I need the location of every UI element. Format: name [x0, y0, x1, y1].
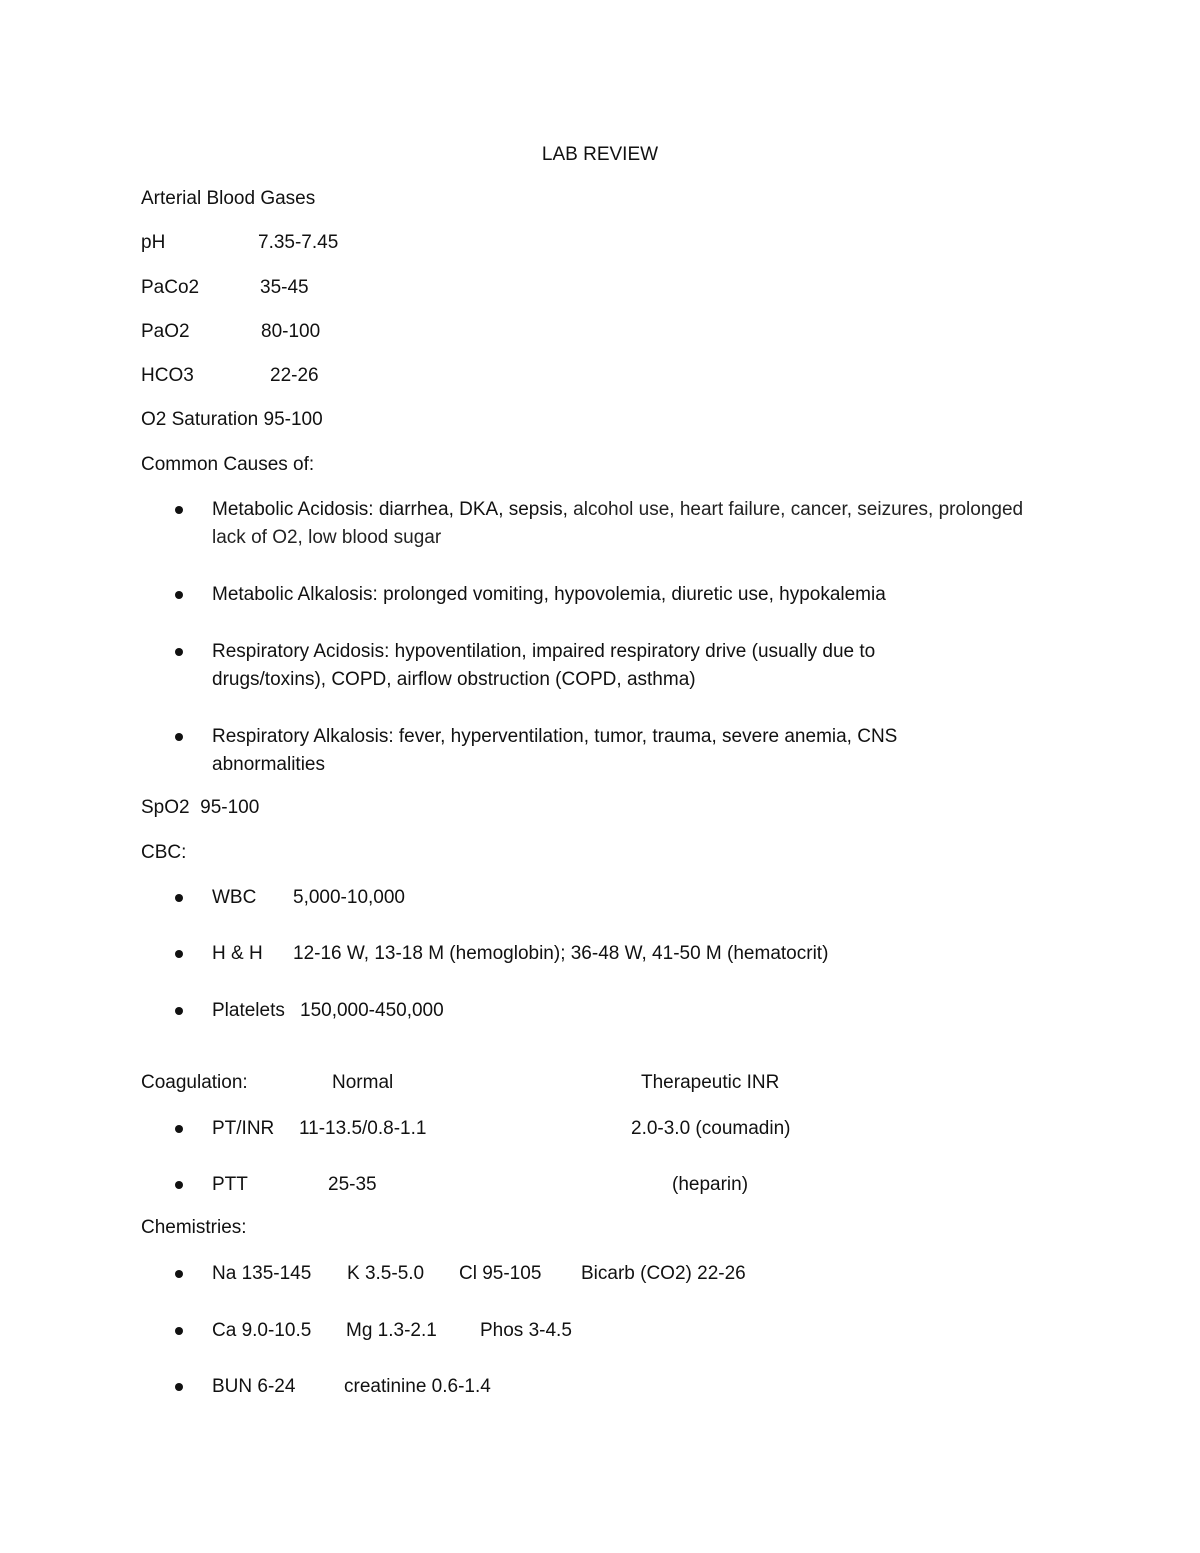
coag-therapeutic: 2.0-3.0 (coumadin): [631, 1118, 791, 1139]
chem-value: Bicarb (CO2) 22-26: [581, 1263, 746, 1284]
bullet-icon: [174, 725, 184, 735]
cause-item: [212, 496, 1023, 524]
coag-heading: Coagulation:: [141, 1072, 248, 1093]
cbc-heading: CBC:: [141, 842, 187, 863]
cause-item: Respiratory Acidosis: hypoventilation, impaired respiratory drive (usually due to: [212, 641, 876, 662]
coag-normal: 11-13.5/0.8-1.1: [299, 1118, 427, 1139]
chem-value: Mg 1.3-2.1: [346, 1320, 437, 1341]
abg-label: HCO3: [141, 365, 194, 386]
cause-item-continued: abnormalities: [212, 754, 325, 775]
cause-normal-text: alcohol use, heart failure, cancer, seizures, prolonged: [567, 499, 1024, 520]
bullet-icon: [174, 498, 184, 508]
cause-bold-text: Metabolic Acidosis: diarrhea, DKA, sepsis,: [212, 499, 568, 520]
cbc-value: 5,000-10,000: [293, 887, 405, 908]
chem-value: Ca 9.0-10.5: [212, 1320, 312, 1341]
bullet-icon: [174, 640, 184, 650]
cbc-value: 150,000-450,000: [300, 1000, 444, 1021]
chem-value: Cl 95-105: [459, 1263, 542, 1284]
abg-label: PaO2: [141, 321, 190, 342]
bullet-icon: [174, 886, 184, 896]
abg-value: 35-45: [260, 277, 309, 298]
bullet-icon: [174, 1173, 184, 1183]
coag-normal-header: Normal: [332, 1072, 394, 1093]
coag-therapeutic-header: Therapeutic INR: [641, 1072, 780, 1093]
cbc-label: WBC: [212, 887, 257, 908]
abg-value: 22-26: [270, 365, 319, 386]
chem-value: Phos 3-4.5: [480, 1320, 572, 1341]
coag-normal: 25-35: [328, 1174, 377, 1195]
cause-item-continued: drugs/toxins), COPD, airflow obstruction (COPD, asthma): [212, 669, 696, 690]
spo2-line: SpO2 95-100: [141, 797, 260, 818]
causes-heading: Common Causes of:: [141, 454, 315, 475]
chem-value: Na 135-145: [212, 1263, 312, 1284]
abg-heading: Arterial Blood Gases: [141, 188, 316, 209]
cause-item: Respiratory Alkalosis: fever, hyperventilation, tumor, trauma, severe anemia, CNS: [212, 726, 898, 747]
chem-value: K 3.5-5.0: [347, 1263, 425, 1284]
chem-value: BUN 6-24: [212, 1376, 296, 1397]
coag-label: PT/INR: [212, 1118, 275, 1139]
bullet-icon: [174, 1117, 184, 1127]
cbc-label: Platelets: [212, 1000, 285, 1021]
coag-therapeutic: (heparin): [672, 1174, 749, 1195]
abg-label: pH: [141, 232, 166, 253]
cbc-label: H & H: [212, 943, 263, 964]
cbc-value: 12-16 W, 13-18 M (hemoglobin); 36-48 W, 41-50 M (hematocrit): [293, 943, 829, 964]
abg-value: 80-100: [261, 321, 321, 342]
cause-item: Metabolic Alkalosis: prolonged vomiting, hypovolemia, diuretic use, hypokalemia: [212, 584, 886, 605]
abg-value: 7.35-7.45: [258, 232, 339, 253]
bullet-icon: [174, 999, 184, 1009]
page-title: LAB REVIEW: [541, 144, 659, 165]
bullet-icon: [174, 1375, 184, 1385]
chem-value: creatinine 0.6-1.4: [344, 1376, 491, 1397]
bullet-icon: [174, 1262, 184, 1272]
bullet-icon: [174, 942, 184, 952]
bullet-icon: [174, 1319, 184, 1329]
cause-item-continued: lack of O2, low blood sugar: [212, 527, 442, 548]
o2-saturation: O2 Saturation 95-100: [141, 409, 323, 430]
bullet-icon: [174, 583, 184, 593]
abg-label: PaCo2: [141, 277, 200, 298]
coag-label: PTT: [212, 1174, 248, 1195]
chem-heading: Chemistries:: [141, 1217, 247, 1238]
